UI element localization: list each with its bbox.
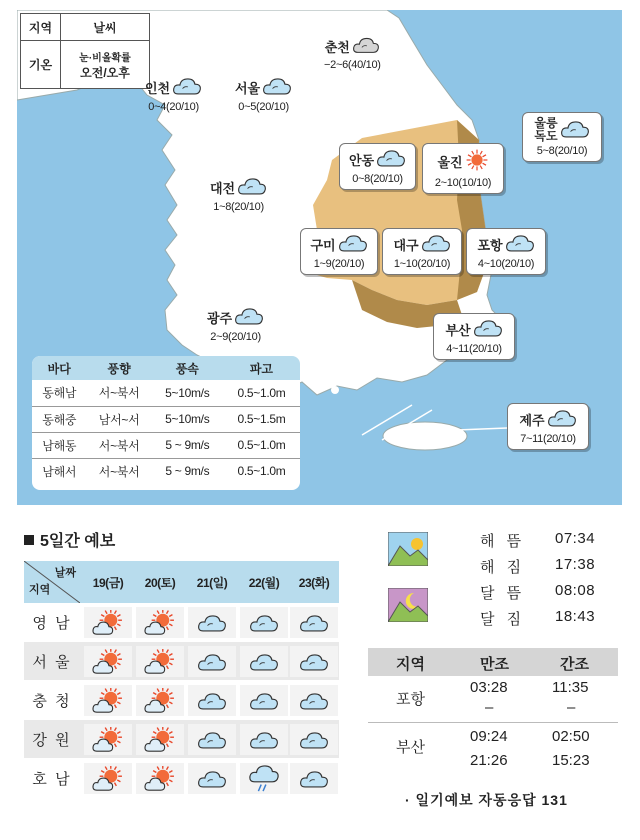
cloud-icon [376, 148, 406, 171]
sun-value: 17:38 [555, 556, 596, 573]
city-temp: 1~9(20/10) [313, 258, 365, 270]
moonset-row [380, 608, 620, 632]
tide-region: 부산 [396, 739, 425, 756]
forecast-day-header: 19(금) [92, 575, 124, 590]
city-temp: 2~9(20/10) [210, 331, 261, 343]
sea-cell: 서~북서 [86, 432, 151, 458]
tide-low: 15:23 [552, 752, 590, 769]
tide-header [368, 648, 618, 676]
sea-conditions-table [32, 356, 300, 490]
city-gumi [300, 228, 378, 275]
city-name: 서울 [235, 81, 261, 96]
city-temp: 7~11(20/10) [520, 433, 576, 445]
tide-low: – [567, 699, 576, 716]
city-daejeon [210, 176, 267, 213]
jeju-island [383, 422, 467, 450]
sun-value: 07:34 [555, 530, 596, 547]
sea-header: 풍속 [152, 356, 223, 380]
sun-cloud-icon [84, 724, 132, 755]
sunrise-row [380, 530, 620, 554]
tide-high: 09:24 [470, 728, 508, 745]
cloud-icon [421, 233, 451, 256]
forecast-corner [24, 561, 80, 603]
moonrise-row [380, 582, 620, 606]
tide-header-high: 만조 [480, 656, 509, 673]
tide-low: 02:50 [552, 728, 590, 745]
sun-cloud-icon [84, 646, 132, 677]
sea-cell: 0.5~1.0m [223, 380, 300, 406]
corner-region-label: 지역 [29, 584, 51, 596]
forecast-region-label: 강 원 [32, 731, 72, 749]
sun-icon [465, 148, 489, 175]
cloud-icon [234, 306, 264, 329]
sun-label: 해 뜸 [480, 533, 526, 550]
sun-cloud-icon [84, 607, 132, 638]
tide-high: 21:26 [470, 752, 508, 769]
city-uljin [422, 143, 504, 194]
sea-cell: 0.5~1.0m [223, 432, 300, 458]
sea-cell: 남서~서 [86, 406, 151, 432]
city-jeju [507, 403, 589, 450]
city-ulleung [522, 112, 602, 162]
city-temp: 2~10(10/10) [434, 177, 492, 189]
cloud-icon [240, 607, 288, 638]
city-pohang [466, 228, 546, 275]
cloud-icon [290, 724, 338, 755]
legend-precip: 눈·비올확률 [79, 52, 131, 64]
jeju-pointer [457, 428, 507, 430]
cloud-icon [240, 724, 288, 755]
tide-region: 포항 [396, 691, 425, 708]
city-seoul [235, 76, 292, 113]
sea-cell: 0.5~1.5m [223, 406, 300, 432]
city-andong [339, 143, 416, 190]
sea-header: 파고 [223, 356, 300, 380]
city-name: 부산 [445, 323, 471, 338]
square-bullet-icon [24, 535, 34, 545]
city-name: 대구 [393, 238, 419, 253]
city-temp: 0~5(20/10) [238, 101, 289, 113]
table-row [32, 458, 300, 484]
sun-label: 해 짐 [480, 559, 526, 576]
city-name: 울릉 독도 [534, 116, 558, 144]
cloud-icon [188, 646, 236, 677]
cloud-icon [172, 76, 202, 99]
city-temp: 0~4(20/10) [148, 101, 199, 113]
cloud-icon [262, 76, 292, 99]
legend-temp: 기온 [21, 41, 61, 88]
sea-cell: 5~10m/s [152, 406, 223, 432]
table-row [32, 432, 300, 458]
city-name: 제주 [519, 413, 545, 428]
city-temp: −2~6(40/10) [324, 59, 381, 71]
cloud-icon [290, 646, 338, 677]
island [331, 386, 339, 394]
moon-value: 08:08 [555, 582, 596, 599]
sun-cloud-icon [136, 685, 184, 716]
sea-header: 바다 [32, 356, 86, 380]
cloud-icon [240, 646, 288, 677]
forecast-day-header: 20(토) [144, 575, 176, 590]
tide-divider [368, 722, 618, 723]
sun-cloud-icon [136, 763, 184, 794]
sea-cell: 5~10m/s [152, 380, 223, 406]
forecast-region-label: 영 남 [32, 614, 72, 632]
sun-cloud-icon [84, 763, 132, 794]
cloud-icon [505, 233, 535, 256]
cloud-icon [188, 763, 236, 794]
city-temp: 5~8(20/10) [536, 145, 588, 158]
city-name: 대전 [210, 181, 236, 196]
city-name: 춘천 [324, 40, 350, 55]
five-day-forecast-grid [24, 561, 339, 800]
city-chuncheon [324, 36, 381, 71]
city-temp: 4~10(20/10) [477, 258, 535, 270]
sea-cell: 동해남 [32, 380, 86, 406]
table-row [32, 406, 300, 432]
legend-ampm: 오전/오후 [80, 65, 130, 80]
corner-date-label: 날짜 [54, 567, 76, 579]
sea-cell: 남해동 [32, 432, 86, 458]
cloud-icon [473, 318, 503, 341]
forecast-day-header: 23(화) [298, 575, 330, 590]
city-temp: 1~8(20/10) [213, 201, 264, 213]
tide-high: 03:28 [470, 679, 508, 696]
city-temp: 0~8(20/10) [352, 173, 403, 185]
cloud-icon [240, 685, 288, 716]
sun-cloud-icon [136, 646, 184, 677]
tide-header-low: 간조 [560, 656, 589, 673]
city-gwangju [207, 306, 264, 343]
city-daegu [382, 228, 462, 275]
city-temp: 4~11(20/10) [446, 343, 502, 355]
cloud-icon [290, 607, 338, 638]
sea-cell: 서~북서 [86, 380, 151, 406]
forecast-day-header: 21(일) [196, 575, 228, 590]
legend-region: 지역 [21, 14, 61, 40]
sea-header: 풍향 [86, 356, 151, 380]
cloud-icon [290, 763, 338, 794]
cloud-icon [338, 233, 368, 256]
forecast-region-label: 서 울 [32, 653, 72, 671]
sea-cell: 5 ~ 9m/s [165, 464, 210, 479]
city-name: 울진 [437, 155, 463, 170]
rain-cloud-icon [240, 763, 288, 794]
city-name: 광주 [207, 311, 233, 326]
sea-cell: 5 ~ 9m/s [152, 432, 223, 458]
cloud-icon [547, 408, 577, 431]
city-name: 구미 [310, 238, 336, 253]
city-name: 안동 [348, 153, 375, 168]
tide-header-region: 지역 [396, 656, 425, 673]
phone-info: · 일기예보 자동응답 131 [405, 792, 568, 808]
tide-high: – [485, 699, 494, 716]
weather-map [17, 10, 622, 505]
cloud-icon [560, 119, 590, 142]
table-row [32, 380, 300, 406]
sun-cloud-icon [136, 607, 184, 638]
cloud-icon [188, 685, 236, 716]
sea-cell: 0.5~1.0m [237, 464, 286, 479]
tide-low: 11:35 [552, 679, 589, 696]
sea-cell: 동해중 [32, 406, 86, 432]
legend-weather: 날씨 [93, 20, 117, 35]
sun-cloud-icon [136, 724, 184, 755]
cloud-icon [188, 724, 236, 755]
sea-cell: 서~북서 [98, 464, 140, 479]
cloud-icon [352, 36, 380, 57]
cloud-icon [188, 607, 236, 638]
cloud-icon [290, 685, 338, 716]
city-name: 인천 [145, 81, 171, 96]
city-incheon [145, 76, 202, 113]
moon-label: 달 짐 [480, 611, 526, 628]
forecast-title-text: 5일간 예보 [40, 533, 116, 550]
forecast-region-label: 호 남 [32, 770, 72, 788]
forecast-day-header: 22(월) [248, 575, 280, 590]
sunset-row [380, 556, 620, 580]
moon-label: 달 뜸 [480, 585, 526, 602]
map-legend [20, 13, 150, 89]
city-name: 포항 [477, 238, 503, 253]
sea-cell: 남해서 [42, 464, 77, 479]
city-temp: 1~10(20/10) [393, 258, 451, 270]
city-busan [433, 313, 515, 360]
forecast-title [24, 528, 115, 551]
island [311, 374, 323, 386]
forecast-region-label: 충 청 [32, 692, 72, 710]
cloud-icon [237, 176, 267, 199]
moon-value: 18:43 [555, 608, 596, 625]
sun-cloud-icon [84, 685, 132, 716]
